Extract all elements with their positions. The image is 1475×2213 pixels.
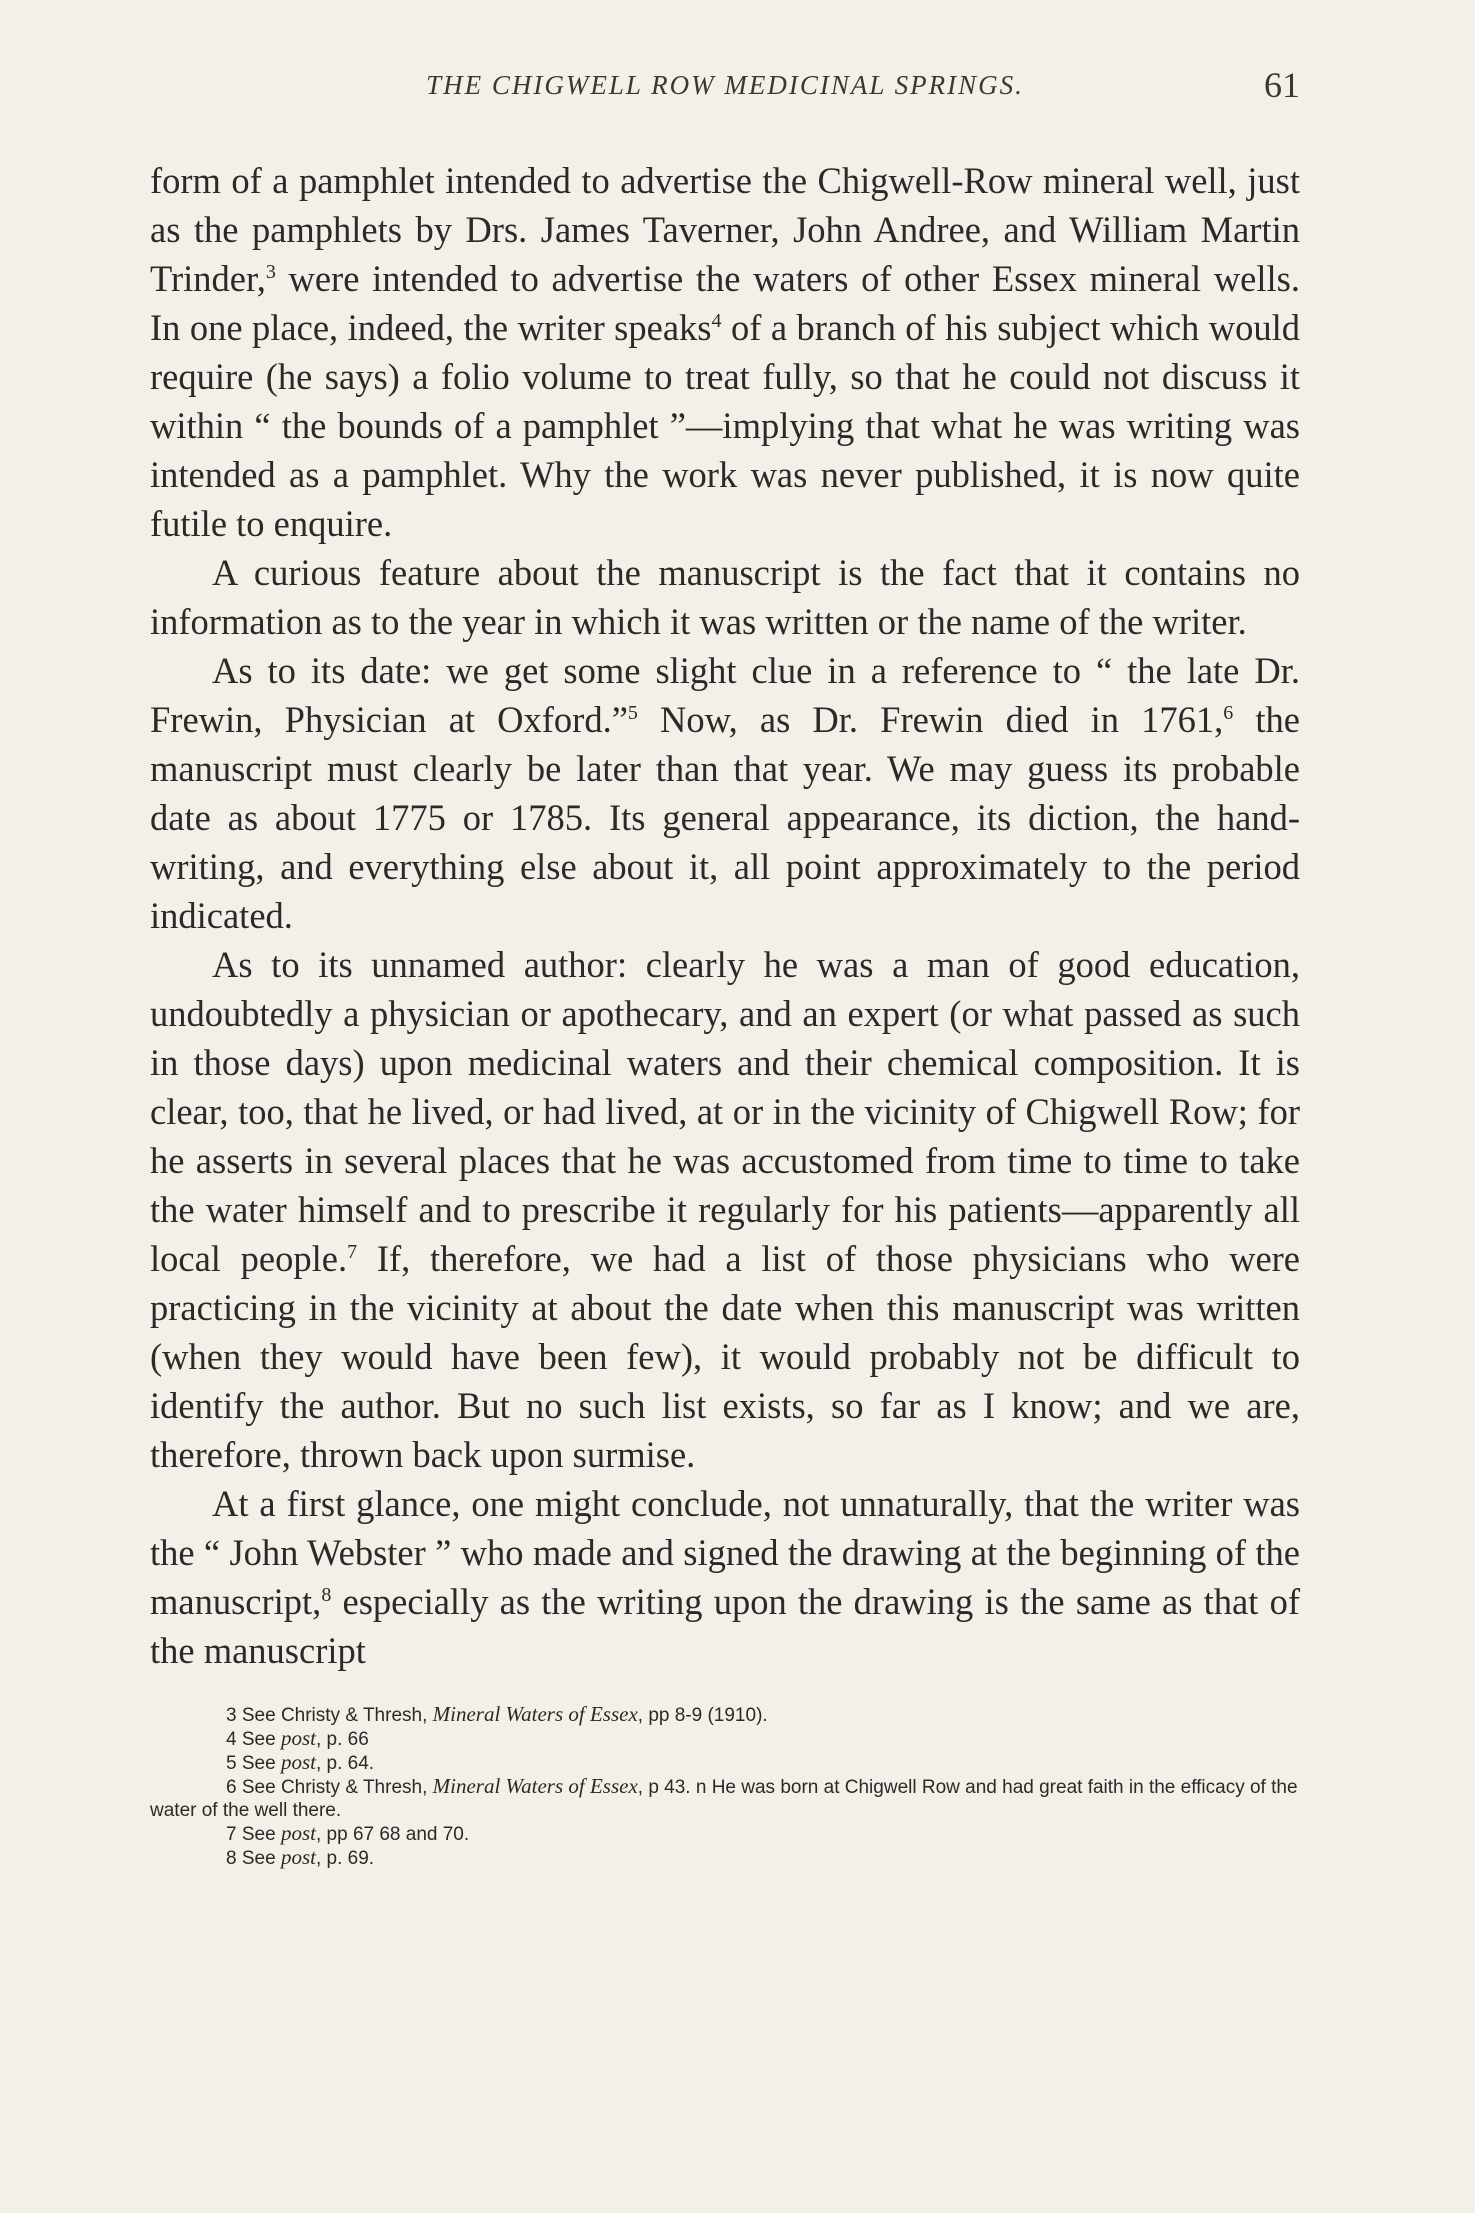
footnote-text: , p 43. n He was born at Chigwell Row and had great faith in the efficacy of the water of the well there.: [150, 1777, 1298, 1821]
footnote-italic: Mineral Waters of Essex: [432, 1702, 638, 1726]
footnote-italic: Mineral Waters of Essex: [432, 1774, 638, 1798]
footnote-number: 6: [226, 1777, 237, 1798]
footnote-number: 5: [226, 1753, 237, 1774]
text-segment: At a first glance, one might conclude, not unnaturally, that the writer was the “ John Webster ” who made and signed the drawing at the beginning of the manuscript,: [150, 1483, 1300, 1622]
paragraph-2: A curious feature about the manuscript is the fact that it contains no information as to the year in which it was written or the name of the writer.: [150, 552, 1300, 642]
footnote-text: See: [241, 1824, 281, 1845]
footnote-text: See: [241, 1753, 281, 1774]
text-segment: were intended to advertise the waters of other Essex mineral wells. In one place, indeed, the writer speaks: [150, 258, 1300, 348]
footnote-text: , p. 64.: [315, 1753, 375, 1774]
footnote-italic: post: [280, 1845, 316, 1869]
footnote-6: [150, 1775, 1300, 1822]
footnote-number: 8: [226, 1848, 237, 1869]
footnote-number: 7: [226, 1824, 237, 1845]
running-head: [150, 65, 1300, 120]
footnote-7: [150, 1822, 1300, 1846]
text-segment: the manuscript must clearly be later than that year. We may guess its probable date as about 1775 or 1785. Its general appearance, its diction, the hand-writing, and everything else about it, all point approximately to the period indicated.: [150, 699, 1301, 936]
body-text: [150, 156, 1300, 1675]
footnote-text: See Christy & Thresh,: [241, 1777, 433, 1798]
text-segment: of a branch of his subject which would require (he says) a folio volume to treat fully, so that he could not discuss it within “ the bounds of a pamphlet ”—implying that what he was writing was intended as a pamphlet. Why the work was never published, it is now quite futile to enquire.: [150, 307, 1300, 544]
footnote-ref: 3: [265, 260, 276, 283]
footnote-ref: 7: [347, 1240, 358, 1263]
footnote-number: 3: [226, 1705, 237, 1726]
footnote-text: , p. 66: [315, 1729, 369, 1750]
text-segment: especially as the writing upon the drawing is the same as that of the manuscript: [150, 1581, 1300, 1671]
text-segment: Now, as Dr. Frewin died in 1761,: [637, 699, 1224, 740]
footnote-text: See: [241, 1848, 281, 1869]
footnote-italic: post: [280, 1750, 316, 1774]
footnote-italic: post: [280, 1821, 316, 1845]
footnote-8: [150, 1846, 1300, 1870]
footnote-text: , p. 69.: [315, 1848, 375, 1869]
paragraph-1: [150, 156, 1300, 548]
footnote-ref: 5: [627, 701, 638, 724]
text-segment: form of a pamphlet intended to advertise the Chigwell-Row mineral well, just as the pamphlets by Drs. James Taverner, John Andree, and William Martin Trinder,: [150, 160, 1300, 299]
footnote-text: , pp 8-9 (1910).: [637, 1705, 768, 1726]
footnote-text: See: [241, 1729, 281, 1750]
footnote-ref: 6: [1223, 701, 1234, 724]
paragraph-5: [150, 1479, 1300, 1675]
footnote-ref: 4: [711, 309, 722, 332]
footnote-5: [150, 1751, 1300, 1775]
book-page: [150, 65, 1301, 1870]
footnotes: [150, 1703, 1300, 1870]
footnote-4: [150, 1727, 1300, 1751]
text-segment: As to its unnamed author: clearly he was a man of good education, undoubtedly a physician or apothecary, and an expert (or what passed as such in those days) upon medicinal waters and their chemical composition. It is clear, too, that he lived, or had lived, at or in the vicinity of Chigwell Row; for he asserts in several places that he was accustomed from time to time to take the water himself and to prescribe it regularly for his patients—apparently all local people.: [150, 944, 1300, 1279]
footnote-italic: post: [280, 1726, 316, 1750]
footnote-number: 4: [226, 1729, 237, 1750]
paragraph-4: [150, 940, 1300, 1479]
footnote-text: , pp 67 68 and 70.: [315, 1824, 470, 1845]
paragraph-3: [150, 646, 1300, 940]
text-segment: As to its date: we get some slight clue in a reference to “ the late Dr. Frewin, Physician at Oxford.”: [150, 650, 1300, 740]
footnote-3: [150, 1703, 1300, 1727]
footnote-ref: 8: [321, 1583, 332, 1606]
text-segment: If, therefore, we had a list of those physicians who were practicing in the vicinity at about the date when this manuscript was written (when they would have been few), it would probably not be difficult to identify the author. But no such list exists, so far as I know; and we are, therefore, thrown back upon surmise.: [150, 1238, 1300, 1475]
page-number: 61: [1264, 65, 1300, 105]
running-title: THE CHIGWELL ROW MEDICINAL SPRINGS.: [426, 70, 1024, 100]
footnote-text: See Christy & Thresh,: [241, 1705, 433, 1726]
